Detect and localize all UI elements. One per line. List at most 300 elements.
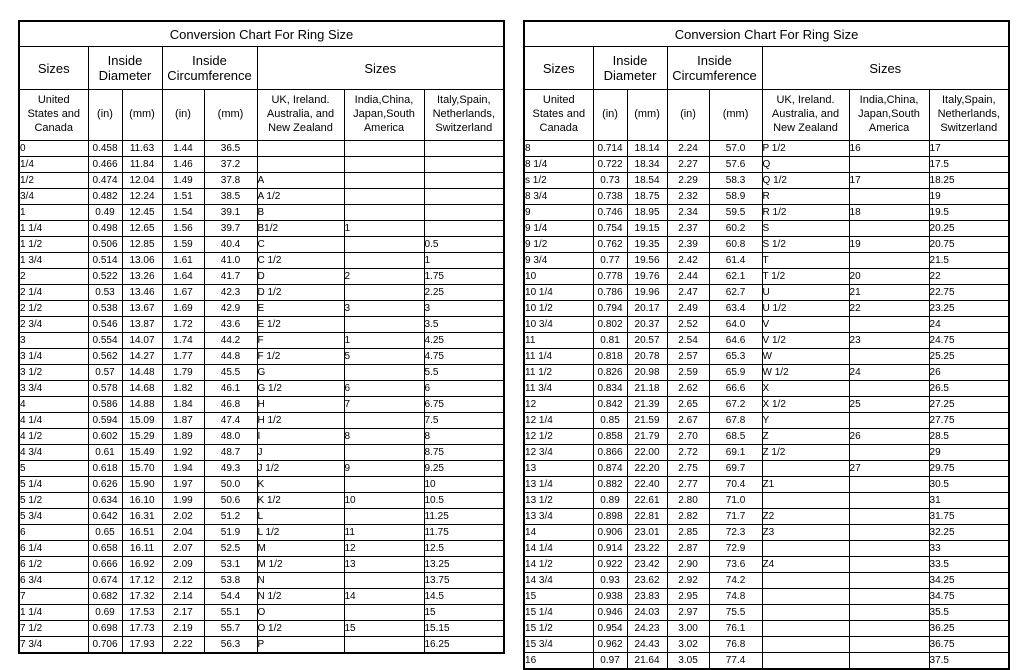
india-china-japan-sa-size-cell: 10 (344, 493, 424, 509)
inside-circumference-mm-cell: 57.6 (709, 157, 762, 173)
italy-spain-neth-swiss-size-cell: 17.5 (929, 157, 1009, 173)
inside-diameter-in-cell: 0.794 (593, 301, 627, 317)
uk-ireland-aus-nz-size-cell: A 1/2 (257, 189, 344, 205)
inside-diameter-mm-cell: 14.07 (122, 333, 162, 349)
inside-diameter-mm-cell: 14.27 (122, 349, 162, 365)
inside-diameter-mm-cell: 17.12 (122, 573, 162, 589)
inside-diameter-mm-cell: 13.06 (122, 253, 162, 269)
subheader-italy-spain-neth-swiss: Italy,Spain, Netherlands, Switzerland (424, 90, 504, 141)
table-row (19, 189, 504, 205)
table-row (524, 237, 1009, 253)
sub-header-row (19, 90, 504, 141)
india-china-japan-sa-size-cell (344, 173, 424, 189)
us-canada-size-cell: 6 (19, 525, 88, 541)
us-canada-size-cell: 4 1/2 (19, 429, 88, 445)
inside-diameter-mm-cell: 23.22 (627, 541, 667, 557)
inside-diameter-mm-cell: 11.63 (122, 141, 162, 157)
uk-ireland-aus-nz-size-cell: J (257, 445, 344, 461)
uk-ireland-aus-nz-size-cell: S 1/2 (762, 237, 849, 253)
inside-circumference-mm-cell: 50.0 (204, 477, 257, 493)
inside-diameter-mm-cell: 18.95 (627, 205, 667, 221)
inside-circumference-in-cell: 1.54 (162, 205, 204, 221)
table-row (524, 317, 1009, 333)
inside-diameter-mm-cell: 19.96 (627, 285, 667, 301)
uk-ireland-aus-nz-size-cell: X (762, 381, 849, 397)
table-row (524, 573, 1009, 589)
us-canada-size-cell: 14 1/2 (524, 557, 593, 573)
uk-ireland-aus-nz-size-cell: Z 1/2 (762, 445, 849, 461)
india-china-japan-sa-size-cell (849, 557, 929, 573)
uk-ireland-aus-nz-size-cell (762, 653, 849, 670)
inside-diameter-in-cell: 0.778 (593, 269, 627, 285)
us-canada-size-cell: 3/4 (19, 189, 88, 205)
inside-circumference-in-cell: 1.99 (162, 493, 204, 509)
inside-circumference-mm-cell: 57.0 (709, 141, 762, 157)
inside-diameter-mm-cell: 15.90 (122, 477, 162, 493)
inside-circumference-mm-cell: 64.0 (709, 317, 762, 333)
italy-spain-neth-swiss-size-cell: 18.25 (929, 173, 1009, 189)
inside-circumference-in-cell: 2.17 (162, 605, 204, 621)
header-sizes-us: Sizes (524, 47, 593, 90)
table-row (19, 301, 504, 317)
inside-diameter-mm-cell: 15.29 (122, 429, 162, 445)
table-row (524, 221, 1009, 237)
inside-circumference-mm-cell: 61.4 (709, 253, 762, 269)
india-china-japan-sa-size-cell: 23 (849, 333, 929, 349)
uk-ireland-aus-nz-size-cell: Z2 (762, 509, 849, 525)
india-china-japan-sa-size-cell: 16 (849, 141, 929, 157)
uk-ireland-aus-nz-size-cell: D (257, 269, 344, 285)
inside-circumference-in-cell: 1.84 (162, 397, 204, 413)
us-canada-size-cell: 0 (19, 141, 88, 157)
subheader-diameter-in: (in) (593, 90, 627, 141)
inside-circumference-mm-cell: 46.8 (204, 397, 257, 413)
inside-circumference-mm-cell: 60.2 (709, 221, 762, 237)
uk-ireland-aus-nz-size-cell: U 1/2 (762, 301, 849, 317)
uk-ireland-aus-nz-size-cell: L 1/2 (257, 525, 344, 541)
india-china-japan-sa-size-cell (344, 445, 424, 461)
uk-ireland-aus-nz-size-cell: X 1/2 (762, 397, 849, 413)
italy-spain-neth-swiss-size-cell: 3.5 (424, 317, 504, 333)
inside-diameter-in-cell: 0.706 (88, 637, 122, 654)
inside-diameter-in-cell: 0.602 (88, 429, 122, 445)
subheader-india-china-japan-sa: India,China, Japan,South America (849, 90, 929, 141)
italy-spain-neth-swiss-size-cell: 36.75 (929, 637, 1009, 653)
inside-diameter-mm-cell: 13.46 (122, 285, 162, 301)
italy-spain-neth-swiss-size-cell: 25.25 (929, 349, 1009, 365)
subheader-uk-ireland-aus-nz: UK, Ireland. Australia, and New Zealand (257, 90, 344, 141)
header-sizes-us: Sizes (19, 47, 88, 90)
us-canada-size-cell: 11 3/4 (524, 381, 593, 397)
uk-ireland-aus-nz-size-cell (762, 621, 849, 637)
table-row (19, 637, 504, 654)
inside-diameter-in-cell: 0.914 (593, 541, 627, 557)
italy-spain-neth-swiss-size-cell: 1 (424, 253, 504, 269)
table-row (524, 253, 1009, 269)
inside-circumference-mm-cell: 74.8 (709, 589, 762, 605)
italy-spain-neth-swiss-size-cell: 13.75 (424, 573, 504, 589)
us-canada-size-cell: 5 (19, 461, 88, 477)
uk-ireland-aus-nz-size-cell: T (762, 253, 849, 269)
table-row (19, 525, 504, 541)
uk-ireland-aus-nz-size-cell: V 1/2 (762, 333, 849, 349)
uk-ireland-aus-nz-size-cell (257, 141, 344, 157)
italy-spain-neth-swiss-size-cell: 3 (424, 301, 504, 317)
italy-spain-neth-swiss-size-cell: 7.5 (424, 413, 504, 429)
inside-circumference-mm-cell: 36.5 (204, 141, 257, 157)
inside-diameter-in-cell: 0.866 (593, 445, 627, 461)
uk-ireland-aus-nz-size-cell: K (257, 477, 344, 493)
inside-circumference-mm-cell: 53.1 (204, 557, 257, 573)
inside-circumference-in-cell: 1.77 (162, 349, 204, 365)
italy-spain-neth-swiss-size-cell (424, 141, 504, 157)
us-canada-size-cell: 11 (524, 333, 593, 349)
inside-circumference-mm-cell: 72.3 (709, 525, 762, 541)
uk-ireland-aus-nz-size-cell: K 1/2 (257, 493, 344, 509)
inside-circumference-mm-cell: 69.7 (709, 461, 762, 477)
inside-diameter-mm-cell: 22.40 (627, 477, 667, 493)
uk-ireland-aus-nz-size-cell (762, 461, 849, 477)
inside-diameter-mm-cell: 23.01 (627, 525, 667, 541)
inside-diameter-mm-cell: 21.64 (627, 653, 667, 670)
inside-circumference-mm-cell: 37.8 (204, 173, 257, 189)
inside-diameter-in-cell: 0.578 (88, 381, 122, 397)
inside-diameter-mm-cell: 19.35 (627, 237, 667, 253)
uk-ireland-aus-nz-size-cell (762, 493, 849, 509)
italy-spain-neth-swiss-size-cell: 37.5 (929, 653, 1009, 670)
uk-ireland-aus-nz-size-cell: H 1/2 (257, 413, 344, 429)
us-canada-size-cell: 9 1/4 (524, 221, 593, 237)
india-china-japan-sa-size-cell (849, 445, 929, 461)
india-china-japan-sa-size-cell (344, 189, 424, 205)
inside-circumference-in-cell: 1.44 (162, 141, 204, 157)
us-canada-size-cell: 14 (524, 525, 593, 541)
table-row (19, 333, 504, 349)
inside-diameter-in-cell: 0.57 (88, 365, 122, 381)
inside-circumference-mm-cell: 40.4 (204, 237, 257, 253)
inside-diameter-in-cell: 0.938 (593, 589, 627, 605)
inside-circumference-in-cell: 1.87 (162, 413, 204, 429)
table-row (524, 173, 1009, 189)
italy-spain-neth-swiss-size-cell: 1.75 (424, 269, 504, 285)
us-canada-size-cell: 15 1/2 (524, 621, 593, 637)
inside-circumference-mm-cell: 65.9 (709, 365, 762, 381)
table-row (19, 477, 504, 493)
india-china-japan-sa-size-cell: 1 (344, 333, 424, 349)
subheader-circumference-in: (in) (162, 90, 204, 141)
inside-diameter-in-cell: 0.818 (593, 349, 627, 365)
italy-spain-neth-swiss-size-cell: 11.25 (424, 509, 504, 525)
uk-ireland-aus-nz-size-cell: E (257, 301, 344, 317)
table-row (19, 269, 504, 285)
inside-diameter-mm-cell: 20.78 (627, 349, 667, 365)
inside-diameter-mm-cell: 19.56 (627, 253, 667, 269)
india-china-japan-sa-size-cell (849, 621, 929, 637)
table-row (19, 589, 504, 605)
table-row (19, 205, 504, 221)
subheader-uk-ireland-aus-nz: UK, Ireland. Australia, and New Zealand (762, 90, 849, 141)
inside-diameter-mm-cell: 17.93 (122, 637, 162, 654)
inside-diameter-mm-cell: 21.18 (627, 381, 667, 397)
inside-diameter-mm-cell: 16.92 (122, 557, 162, 573)
ring-size-table-left (18, 20, 505, 654)
inside-circumference-in-cell: 2.34 (667, 205, 709, 221)
inside-circumference-in-cell: 2.02 (162, 509, 204, 525)
inside-circumference-in-cell: 2.97 (667, 605, 709, 621)
inside-diameter-mm-cell: 14.48 (122, 365, 162, 381)
inside-circumference-in-cell: 2.12 (162, 573, 204, 589)
inside-circumference-in-cell: 1.94 (162, 461, 204, 477)
italy-spain-neth-swiss-size-cell: 26 (929, 365, 1009, 381)
inside-diameter-in-cell: 0.666 (88, 557, 122, 573)
us-canada-size-cell: 12 (524, 397, 593, 413)
inside-circumference-in-cell: 2.49 (667, 301, 709, 317)
us-canada-size-cell: s 1/2 (524, 173, 593, 189)
inside-circumference-mm-cell: 56.3 (204, 637, 257, 654)
us-canada-size-cell: 1 1/2 (19, 237, 88, 253)
us-canada-size-cell: 3 1/4 (19, 349, 88, 365)
subheader-circumference-mm: (mm) (709, 90, 762, 141)
table-row (524, 269, 1009, 285)
inside-circumference-mm-cell: 42.3 (204, 285, 257, 301)
inside-circumference-in-cell: 3.05 (667, 653, 709, 670)
inside-circumference-mm-cell: 67.8 (709, 413, 762, 429)
us-canada-size-cell: 1/2 (19, 173, 88, 189)
uk-ireland-aus-nz-size-cell: D 1/2 (257, 285, 344, 301)
inside-diameter-in-cell: 0.922 (593, 557, 627, 573)
inside-circumference-mm-cell: 58.9 (709, 189, 762, 205)
inside-circumference-in-cell: 2.09 (162, 557, 204, 573)
italy-spain-neth-swiss-size-cell: 0.5 (424, 237, 504, 253)
uk-ireland-aus-nz-size-cell: M (257, 541, 344, 557)
table-row (19, 397, 504, 413)
table-row (19, 461, 504, 477)
inside-diameter-mm-cell: 14.68 (122, 381, 162, 397)
inside-circumference-in-cell: 2.44 (667, 269, 709, 285)
uk-ireland-aus-nz-size-cell: R (762, 189, 849, 205)
italy-spain-neth-swiss-size-cell: 11.75 (424, 525, 504, 541)
inside-diameter-in-cell: 0.89 (593, 493, 627, 509)
inside-circumference-mm-cell: 68.5 (709, 429, 762, 445)
sub-header-row (524, 90, 1009, 141)
us-canada-size-cell: 15 (524, 589, 593, 605)
inside-circumference-in-cell: 3.02 (667, 637, 709, 653)
inside-diameter-in-cell: 0.626 (88, 477, 122, 493)
inside-circumference-mm-cell: 70.4 (709, 477, 762, 493)
inside-circumference-mm-cell: 63.4 (709, 301, 762, 317)
inside-circumference-in-cell: 2.29 (667, 173, 709, 189)
inside-diameter-mm-cell: 15.49 (122, 445, 162, 461)
inside-diameter-in-cell: 0.882 (593, 477, 627, 493)
inside-circumference-in-cell: 2.77 (667, 477, 709, 493)
inside-circumference-in-cell: 2.72 (667, 445, 709, 461)
inside-diameter-mm-cell: 16.10 (122, 493, 162, 509)
inside-diameter-in-cell: 0.826 (593, 365, 627, 381)
italy-spain-neth-swiss-size-cell: 10.5 (424, 493, 504, 509)
india-china-japan-sa-size-cell (344, 141, 424, 157)
inside-circumference-in-cell: 1.92 (162, 445, 204, 461)
table-row (524, 365, 1009, 381)
inside-circumference-in-cell: 2.14 (162, 589, 204, 605)
inside-diameter-mm-cell: 17.32 (122, 589, 162, 605)
italy-spain-neth-swiss-size-cell: 14.5 (424, 589, 504, 605)
inside-diameter-mm-cell: 12.85 (122, 237, 162, 253)
italy-spain-neth-swiss-size-cell: 34.25 (929, 573, 1009, 589)
italy-spain-neth-swiss-size-cell: 29 (929, 445, 1009, 461)
italy-spain-neth-swiss-size-cell: 22.75 (929, 285, 1009, 301)
inside-diameter-mm-cell: 12.24 (122, 189, 162, 205)
inside-circumference-in-cell: 3.00 (667, 621, 709, 637)
group-header-row (19, 47, 504, 90)
italy-spain-neth-swiss-size-cell: 2.25 (424, 285, 504, 301)
inside-circumference-in-cell: 2.62 (667, 381, 709, 397)
us-canada-size-cell: 1/4 (19, 157, 88, 173)
inside-circumference-in-cell: 2.52 (667, 317, 709, 333)
us-canada-size-cell: 1 (19, 205, 88, 221)
uk-ireland-aus-nz-size-cell: Z (762, 429, 849, 445)
italy-spain-neth-swiss-size-cell: 23.25 (929, 301, 1009, 317)
inside-circumference-mm-cell: 76.1 (709, 621, 762, 637)
inside-circumference-mm-cell: 52.5 (204, 541, 257, 557)
uk-ireland-aus-nz-size-cell: T 1/2 (762, 269, 849, 285)
us-canada-size-cell: 9 3/4 (524, 253, 593, 269)
inside-diameter-in-cell: 0.618 (88, 461, 122, 477)
inside-diameter-in-cell: 0.65 (88, 525, 122, 541)
inside-diameter-mm-cell: 21.59 (627, 413, 667, 429)
table-row (524, 429, 1009, 445)
subheader-circumference-in: (in) (667, 90, 709, 141)
inside-diameter-in-cell: 0.69 (88, 605, 122, 621)
table-row (19, 285, 504, 301)
inside-circumference-mm-cell: 55.7 (204, 621, 257, 637)
uk-ireland-aus-nz-size-cell (762, 573, 849, 589)
us-canada-size-cell: 1 3/4 (19, 253, 88, 269)
uk-ireland-aus-nz-size-cell: B (257, 205, 344, 221)
india-china-japan-sa-size-cell: 24 (849, 365, 929, 381)
india-china-japan-sa-size-cell (344, 365, 424, 381)
inside-diameter-in-cell: 0.898 (593, 509, 627, 525)
us-canada-size-cell: 15 3/4 (524, 637, 593, 653)
us-canada-size-cell: 7 3/4 (19, 637, 88, 654)
italy-spain-neth-swiss-size-cell: 10 (424, 477, 504, 493)
inside-diameter-in-cell: 0.458 (88, 141, 122, 157)
uk-ireland-aus-nz-size-cell: V (762, 317, 849, 333)
us-canada-size-cell: 11 1/4 (524, 349, 593, 365)
table-row (19, 349, 504, 365)
inside-circumference-in-cell: 2.47 (667, 285, 709, 301)
table-row (524, 605, 1009, 621)
uk-ireland-aus-nz-size-cell: G (257, 365, 344, 381)
inside-circumference-mm-cell: 37.2 (204, 157, 257, 173)
header-inside-circumference: Inside Circumference (162, 47, 257, 90)
inside-diameter-in-cell: 0.49 (88, 205, 122, 221)
india-china-japan-sa-size-cell: 17 (849, 173, 929, 189)
us-canada-size-cell: 13 3/4 (524, 509, 593, 525)
subheader-india-china-japan-sa: India,China, Japan,South America (344, 90, 424, 141)
india-china-japan-sa-size-cell: 11 (344, 525, 424, 541)
uk-ireland-aus-nz-size-cell: P 1/2 (762, 141, 849, 157)
table-row (524, 461, 1009, 477)
us-canada-size-cell: 2 3/4 (19, 317, 88, 333)
inside-diameter-in-cell: 0.962 (593, 637, 627, 653)
india-china-japan-sa-size-cell (849, 637, 929, 653)
inside-diameter-mm-cell: 16.31 (122, 509, 162, 525)
india-china-japan-sa-size-cell (849, 509, 929, 525)
uk-ireland-aus-nz-size-cell: S (762, 221, 849, 237)
inside-diameter-mm-cell: 12.04 (122, 173, 162, 189)
table-title: Conversion Chart For Ring Size (524, 21, 1009, 47)
inside-diameter-mm-cell: 18.34 (627, 157, 667, 173)
inside-diameter-mm-cell: 16.51 (122, 525, 162, 541)
inside-circumference-in-cell: 2.65 (667, 397, 709, 413)
uk-ireland-aus-nz-size-cell (762, 541, 849, 557)
table-row (19, 445, 504, 461)
inside-circumference-in-cell: 2.27 (667, 157, 709, 173)
inside-circumference-in-cell: 1.69 (162, 301, 204, 317)
inside-circumference-in-cell: 2.67 (667, 413, 709, 429)
uk-ireland-aus-nz-size-cell: N (257, 573, 344, 589)
inside-diameter-in-cell: 0.506 (88, 237, 122, 253)
inside-diameter-in-cell: 0.562 (88, 349, 122, 365)
table-row (524, 333, 1009, 349)
inside-circumference-mm-cell: 44.8 (204, 349, 257, 365)
uk-ireland-aus-nz-size-cell (762, 637, 849, 653)
subheader-diameter-mm: (mm) (122, 90, 162, 141)
inside-diameter-in-cell: 0.674 (88, 573, 122, 589)
india-china-japan-sa-size-cell (849, 413, 929, 429)
inside-diameter-mm-cell: 22.00 (627, 445, 667, 461)
india-china-japan-sa-size-cell (849, 381, 929, 397)
us-canada-size-cell: 2 1/4 (19, 285, 88, 301)
inside-circumference-in-cell: 1.79 (162, 365, 204, 381)
subheader-us-canada: United States and Canada (524, 90, 593, 141)
inside-diameter-in-cell: 0.474 (88, 173, 122, 189)
uk-ireland-aus-nz-size-cell: C (257, 237, 344, 253)
table-row (524, 477, 1009, 493)
us-canada-size-cell: 10 1/2 (524, 301, 593, 317)
inside-diameter-mm-cell: 15.70 (122, 461, 162, 477)
subheader-us-canada: United States and Canada (19, 90, 88, 141)
inside-circumference-mm-cell: 53.8 (204, 573, 257, 589)
italy-spain-neth-swiss-size-cell: 21.5 (929, 253, 1009, 269)
india-china-japan-sa-size-cell (344, 477, 424, 493)
italy-spain-neth-swiss-size-cell: 5.5 (424, 365, 504, 381)
us-canada-size-cell: 11 1/2 (524, 365, 593, 381)
inside-diameter-in-cell: 0.498 (88, 221, 122, 237)
inside-diameter-mm-cell: 23.83 (627, 589, 667, 605)
table-body (19, 141, 504, 654)
uk-ireland-aus-nz-size-cell: P (257, 637, 344, 654)
header-inside-diameter: Inside Diameter (88, 47, 162, 90)
india-china-japan-sa-size-cell (344, 253, 424, 269)
header-sizes-international: Sizes (762, 47, 1009, 90)
inside-circumference-mm-cell: 43.6 (204, 317, 257, 333)
india-china-japan-sa-size-cell (849, 477, 929, 493)
table-row (524, 525, 1009, 541)
inside-diameter-in-cell: 0.642 (88, 509, 122, 525)
us-canada-size-cell: 12 3/4 (524, 445, 593, 461)
table-row (19, 509, 504, 525)
table-row (524, 621, 1009, 637)
table-row (524, 541, 1009, 557)
table-title-row (19, 21, 504, 47)
us-canada-size-cell: 8 3/4 (524, 189, 593, 205)
india-china-japan-sa-size-cell (849, 253, 929, 269)
italy-spain-neth-swiss-size-cell: 17 (929, 141, 1009, 157)
inside-circumference-mm-cell: 71.0 (709, 493, 762, 509)
uk-ireland-aus-nz-size-cell: F (257, 333, 344, 349)
inside-circumference-mm-cell: 71.7 (709, 509, 762, 525)
